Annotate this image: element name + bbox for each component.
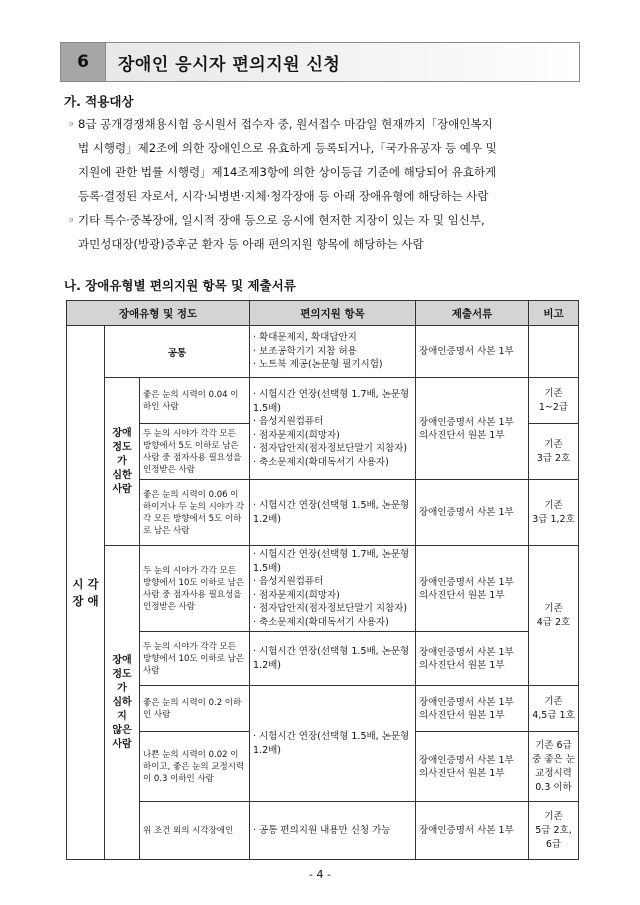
other-docs: 장애인증명서 사본 1부 [416, 802, 529, 860]
other-note: 기존 5급 2호, 6급 [529, 802, 579, 860]
table-row-severe-3 [67, 480, 579, 546]
header-type: 장애유형 및 정도 [67, 301, 250, 326]
bullet-line: 지원에 관한 법률 시행령」제14조제3항에 의한 상이등급 기준에 해당되어 유효하게 [78, 165, 497, 179]
table-row-common [67, 326, 579, 378]
mild-1-docs: 장애인증명서 사본 1부 의사진단서 원본 1부 [416, 546, 529, 632]
common-label: 공통 [105, 326, 250, 378]
mild-34-support: · 시험시간 연장(선택형 1.5배, 논문형 1.2배) [250, 686, 416, 802]
bullet-line: 과민성대장(방광)증후군 환자 등 아래 편의지원 항목에 해당하는 사람 [78, 237, 424, 251]
table-row-mild-3 [67, 686, 579, 732]
severe-3-docs: 장애인증명서 사본 1부 [416, 480, 529, 546]
mild-2-support: · 시험시간 연장(선택형 1.5배, 논문형 1.2배) [250, 632, 416, 686]
page-number: - 4 - [309, 868, 331, 881]
bullet-line: 등록·결정된 자로서, 시각·뇌병변·지체·청각장애 등 아래 장애유형에 해당하는 사람 [78, 189, 489, 203]
header-note: 비고 [529, 301, 579, 326]
other-support: · 공통 편의지원 내용만 신청 가능 [250, 802, 416, 860]
mild-4-condition: 나쁜 눈의 시력이 0.02 이하이고, 좋은 눈의 교정시력이 0.3 이하인 사람 [140, 732, 250, 802]
mild-label: 장애 정도가 심하지 않은 사람 [105, 546, 140, 860]
bullet-item-2 [68, 208, 598, 256]
bullet-item-1 [68, 112, 598, 208]
severe-3-support: · 시험시간 연장(선택형 1.5배, 논문형 1.2배) [250, 480, 416, 546]
bullet-line: 8급 공개경쟁채용시험 응시원서 접수자 중, 원서접수 마감일 현재까지「장애인복지 [78, 117, 493, 131]
severe-12-docs: 장애인증명서 사본 1부 의사진단서 원본 1부 [416, 378, 529, 480]
mild-3-condition: 좋은 눈의 시력이 0.2 이하인 사람 [140, 686, 250, 732]
common-docs: 장애인증명서 사본 1부 [416, 326, 529, 378]
severe-1-note: 기존 1~2급 [529, 378, 579, 424]
visual-impairment-label: 시 각 장 애 [67, 326, 105, 860]
severe-12-support: · 시험시간 연장(선택형 1.7배, 논문형 1.5배) · 음성지원컴퓨터 · 점자문제지(희망자) · 점자답안지(점자정보단말기 지참자) · 축소문제지(확대독서기 사용자) [250, 378, 416, 480]
section-number: 6 [61, 43, 106, 81]
common-note [529, 326, 579, 378]
mild-4-note: 기존 6급 중 좋은 눈 교정시력 0.3 이하 [529, 732, 579, 802]
severe-2-condition: 두 눈의 시야가 각각 모든 방향에서 5도 이하로 남은 사람 중 점자사용 필요성을 인정받은 사람 [140, 424, 250, 480]
other-condition: 위 조건 외의 시각장애인 [140, 802, 250, 860]
severe-label: 장애 정도가 심한 사람 [105, 378, 140, 546]
severe-2-note: 기존 3급 2호 [529, 424, 579, 480]
bullet-line: 기타 특수·중복장애, 일시적 장애 등으로 응시에 현저한 지장이 있는 자 및 임신부, [78, 213, 485, 227]
table-header-row [67, 301, 579, 326]
mild-2-docs: 장애인증명서 사본 1부 의사진단서 원본 1부 [416, 632, 529, 686]
mild-1-support: · 시험시간 연장(선택형 1.7배, 논문형 1.5배) · 음성지원컴퓨터 · 점자문제지(희망자) · 점자답안지(점자정보단말기 지참자) · 축소문제지(확대독서기 사용자) [250, 546, 416, 632]
bullet-marker: ◦ [68, 213, 75, 227]
section-header [60, 42, 580, 82]
mild-1-condition: 두 눈의 시야가 각각 모든 방향에서 10도 이하로 남은 사람 중 점자사용 필요성을 인정받은 사람 [140, 546, 250, 632]
table-row-mild-2 [67, 632, 579, 686]
bullet-marker: ◦ [68, 117, 75, 131]
mild-3-docs: 장애인증명서 사본 1부 의사진단서 원본 1부 [416, 686, 529, 732]
mild-12-note: 기존 4급 2호 [529, 546, 579, 686]
bullet-line: 법 시행령」제2조에 의한 장애인으로 유효하게 등록되거나,「국가유공자 등 예우 및 [78, 141, 497, 155]
support-table [66, 300, 579, 860]
subsection-b-heading: 나. 장애유형별 편의지원 항목 및 제출서류 [64, 278, 296, 293]
table-row-mild-1 [67, 546, 579, 632]
severe-3-condition: 좋은 눈의 시력이 0.06 이하이거나 두 눈의 시야가 각각 모든 방향에서 5도 이하로 남은 사람 [140, 480, 250, 546]
mild-3-note: 기존 4,5급 1호 [529, 686, 579, 732]
mild-2-condition: 두 눈의 시야가 각각 모든 방향에서 10도 이하로 남은 사람 [140, 632, 250, 686]
section-title: 장애인 응시자 편의지원 신청 [106, 43, 579, 81]
header-docs: 제출서류 [416, 301, 529, 326]
header-support: 편의지원 항목 [250, 301, 416, 326]
common-support: · 확대문제지, 확대답안지 · 보조공학기기 지참 허용 · 노트북 제공(논문형 필기시험) [250, 326, 416, 378]
table-row-other [67, 802, 579, 860]
mild-4-docs: 장애인증명서 사본 1부 의사진단서 원본 1부 [416, 732, 529, 802]
severe-3-note: 기존 3급 1,2호 [529, 480, 579, 546]
severe-1-condition: 좋은 눈의 시력이 0.04 이하인 사람 [140, 378, 250, 424]
subsection-a-heading: 가. 적용대상 [64, 94, 134, 109]
table-row-severe-1 [67, 378, 579, 424]
